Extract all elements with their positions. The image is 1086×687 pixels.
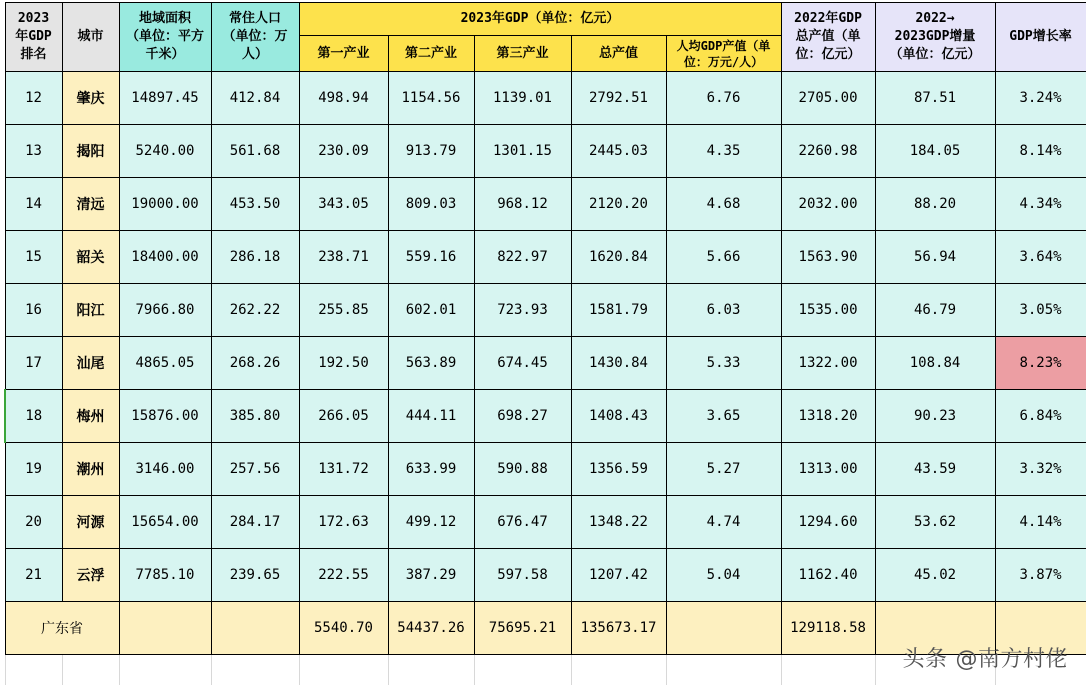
cell-primary[interactable]: 343.05 <box>299 178 388 231</box>
cell-increase[interactable]: 46.79 <box>875 284 995 337</box>
cell-total[interactable]: 2792.51 <box>571 72 666 125</box>
cell-per-capita[interactable]: 4.74 <box>666 496 781 549</box>
cell-tertiary[interactable]: 590.88 <box>474 443 571 496</box>
cell-tertiary[interactable]: 597.58 <box>474 549 571 602</box>
cell-population[interactable]: 286.18 <box>211 231 299 284</box>
cell-secondary[interactable]: 559.16 <box>388 231 474 284</box>
cell-area[interactable]: 18400.00 <box>119 231 211 284</box>
cell-per-capita[interactable]: 5.04 <box>666 549 781 602</box>
cell-gdp2022[interactable]: 1318.20 <box>781 390 875 443</box>
cell-tertiary[interactable]: 968.12 <box>474 178 571 231</box>
cell-city[interactable]: 肇庆 <box>62 72 119 125</box>
cell-total[interactable]: 1348.22 <box>571 496 666 549</box>
cell-primary[interactable]: 498.94 <box>299 72 388 125</box>
cell-city[interactable]: 梅州 <box>62 390 119 443</box>
cell-gdp2022[interactable]: 1313.00 <box>781 443 875 496</box>
header-area[interactable]: 地域面积 （单位：平方 千米） <box>119 3 211 72</box>
cell-city[interactable]: 潮州 <box>62 443 119 496</box>
table-row <box>5 337 1086 390</box>
header-increase[interactable]: 2022→ 2023GDP增量 （单位：亿元） <box>875 3 995 72</box>
cell-tertiary[interactable]: 1139.01 <box>474 72 571 125</box>
cell-rank[interactable]: 13 <box>5 125 62 178</box>
cell-area[interactable]: 14897.45 <box>119 72 211 125</box>
watermark <box>902 642 1068 673</box>
header-primary[interactable]: 第一产业 <box>299 36 388 72</box>
table-row <box>5 231 1086 284</box>
cell-total[interactable]: 2445.03 <box>571 125 666 178</box>
cell-secondary[interactable]: 602.01 <box>388 284 474 337</box>
cell-rank[interactable]: 16 <box>5 284 62 337</box>
header-gdp2022[interactable]: 2022年GDP 总产值（单 位：亿元） <box>781 3 875 72</box>
cell-secondary[interactable]: 1154.56 <box>388 72 474 125</box>
cell-secondary[interactable]: 633.99 <box>388 443 474 496</box>
cell-growth[interactable]: 4.34% <box>995 178 1086 231</box>
header-population[interactable]: 常住人口 （单位：万 人） <box>211 3 299 72</box>
cell-secondary[interactable]: 913.79 <box>388 125 474 178</box>
watermark-source: 头条 <box>902 647 948 672</box>
cell-growth[interactable]: 3.87% <box>995 549 1086 602</box>
cell-city[interactable]: 韶关 <box>62 231 119 284</box>
cell-growth[interactable]: 8.14% <box>995 125 1086 178</box>
cell-primary[interactable]: 230.09 <box>299 125 388 178</box>
cell-growth[interactable]: 3.32% <box>995 443 1086 496</box>
cell-rank[interactable]: 12 <box>5 72 62 125</box>
cell-primary[interactable]: 131.72 <box>299 443 388 496</box>
header-rank[interactable]: 2023 年GDP 排名 <box>5 3 62 72</box>
cell-total[interactable]: 1620.84 <box>571 231 666 284</box>
cell-gdp2022[interactable]: 1563.90 <box>781 231 875 284</box>
cell-growth[interactable]: 3.64% <box>995 231 1086 284</box>
watermark-author: @南方村佬 <box>955 647 1068 672</box>
cell-per-capita[interactable]: 6.76 <box>666 72 781 125</box>
cell-tertiary[interactable]: 723.93 <box>474 284 571 337</box>
header-gdp2023-group[interactable]: 2023年GDP（单位：亿元） <box>299 3 781 36</box>
cell-rank[interactable]: 18 <box>5 390 62 443</box>
header-secondary[interactable]: 第二产业 <box>388 36 474 72</box>
cell-per-capita[interactable]: 5.66 <box>666 231 781 284</box>
cell-area[interactable]: 7785.10 <box>119 549 211 602</box>
cell-city[interactable]: 清远 <box>62 178 119 231</box>
total-tertiary[interactable]: 75695.21 <box>474 602 571 655</box>
header-tertiary[interactable]: 第三产业 <box>474 36 571 72</box>
total-per-capita-cell[interactable] <box>666 602 781 655</box>
cell-city[interactable]: 揭阳 <box>62 125 119 178</box>
cell-tertiary[interactable]: 698.27 <box>474 390 571 443</box>
cell-primary[interactable]: 172.63 <box>299 496 388 549</box>
table-row <box>5 390 1086 443</box>
cell-area[interactable]: 15876.00 <box>119 390 211 443</box>
cell-population[interactable]: 385.80 <box>211 390 299 443</box>
cell-total[interactable]: 1430.84 <box>571 337 666 390</box>
cell-population[interactable]: 239.65 <box>211 549 299 602</box>
header-city[interactable]: 城市 <box>62 3 119 72</box>
cell-tertiary[interactable]: 674.45 <box>474 337 571 390</box>
cell-primary[interactable]: 238.71 <box>299 231 388 284</box>
cell-gdp2022[interactable]: 1162.40 <box>781 549 875 602</box>
header-total[interactable]: 总产值 <box>571 36 666 72</box>
table-row <box>5 284 1086 337</box>
cell-population[interactable]: 262.22 <box>211 284 299 337</box>
header-growth[interactable]: GDP增长率 <box>995 3 1086 72</box>
cell-gdp2022[interactable]: 1294.60 <box>781 496 875 549</box>
cell-growth[interactable]: 3.24% <box>995 72 1086 125</box>
table-row <box>5 443 1086 496</box>
cell-rank[interactable]: 17 <box>5 337 62 390</box>
cell-area[interactable]: 4865.05 <box>119 337 211 390</box>
cell-total[interactable]: 1356.59 <box>571 443 666 496</box>
cell-city[interactable]: 云浮 <box>62 549 119 602</box>
cell-gdp2022[interactable]: 2705.00 <box>781 72 875 125</box>
table-row <box>5 496 1086 549</box>
cell-population[interactable]: 561.68 <box>211 125 299 178</box>
cell-secondary[interactable]: 499.12 <box>388 496 474 549</box>
cell-tertiary[interactable]: 822.97 <box>474 231 571 284</box>
cell-per-capita[interactable]: 4.68 <box>666 178 781 231</box>
cell-increase[interactable]: 90.23 <box>875 390 995 443</box>
cell-rank[interactable]: 19 <box>5 443 62 496</box>
cell-gdp2022[interactable]: 2260.98 <box>781 125 875 178</box>
cell-population[interactable]: 284.17 <box>211 496 299 549</box>
cell-area[interactable]: 19000.00 <box>119 178 211 231</box>
table-row <box>5 178 1086 231</box>
total-population-cell[interactable] <box>211 602 299 655</box>
cell-area[interactable]: 5240.00 <box>119 125 211 178</box>
cell-increase[interactable]: 45.02 <box>875 549 995 602</box>
cell-total[interactable]: 1408.43 <box>571 390 666 443</box>
cell-total[interactable]: 1581.79 <box>571 284 666 337</box>
cell-increase[interactable]: 88.20 <box>875 178 995 231</box>
cell-rank[interactable]: 15 <box>5 231 62 284</box>
cell-tertiary[interactable]: 676.47 <box>474 496 571 549</box>
cell-increase[interactable]: 87.51 <box>875 72 995 125</box>
cell-gdp2022[interactable]: 1535.00 <box>781 284 875 337</box>
cell-population[interactable]: 268.26 <box>211 337 299 390</box>
table-row <box>5 125 1086 178</box>
cell-per-capita[interactable]: 4.35 <box>666 125 781 178</box>
cell-tertiary[interactable]: 1301.15 <box>474 125 571 178</box>
cell-increase[interactable]: 108.84 <box>875 337 995 390</box>
cell-total[interactable]: 2120.20 <box>571 178 666 231</box>
cell-secondary[interactable]: 563.89 <box>388 337 474 390</box>
cell-gdp2022[interactable]: 1322.00 <box>781 337 875 390</box>
cell-growth[interactable]: 6.84% <box>995 390 1086 443</box>
cell-per-capita[interactable]: 6.03 <box>666 284 781 337</box>
total-total[interactable]: 135673.17 <box>571 602 666 655</box>
cell-primary[interactable]: 255.85 <box>299 284 388 337</box>
cell-primary[interactable]: 192.50 <box>299 337 388 390</box>
cell-secondary[interactable]: 444.11 <box>388 390 474 443</box>
cell-area[interactable]: 3146.00 <box>119 443 211 496</box>
header-per-capita[interactable]: 人均GDP产值（单 位：万元/人） <box>666 36 781 72</box>
cell-rank[interactable]: 21 <box>5 549 62 602</box>
cell-secondary[interactable]: 387.29 <box>388 549 474 602</box>
cell-area[interactable]: 7966.80 <box>119 284 211 337</box>
cell-city[interactable]: 汕尾 <box>62 337 119 390</box>
table-row <box>5 549 1086 602</box>
cell-increase[interactable]: 43.59 <box>875 443 995 496</box>
cell-rank[interactable]: 20 <box>5 496 62 549</box>
cell-population[interactable]: 412.84 <box>211 72 299 125</box>
cell-growth[interactable]: 4.14% <box>995 496 1086 549</box>
cell-increase[interactable]: 184.05 <box>875 125 995 178</box>
cell-population[interactable]: 453.50 <box>211 178 299 231</box>
cell-secondary[interactable]: 809.03 <box>388 178 474 231</box>
total-gdp2022[interactable]: 129118.58 <box>781 602 875 655</box>
cell-primary[interactable]: 222.55 <box>299 549 388 602</box>
cell-per-capita[interactable]: 5.27 <box>666 443 781 496</box>
cell-per-capita[interactable]: 3.65 <box>666 390 781 443</box>
cell-area[interactable]: 15654.00 <box>119 496 211 549</box>
cell-rank[interactable]: 14 <box>5 178 62 231</box>
cell-population[interactable]: 257.56 <box>211 443 299 496</box>
cell-primary[interactable]: 266.05 <box>299 390 388 443</box>
total-area-cell[interactable] <box>119 602 211 655</box>
cell-per-capita[interactable]: 5.33 <box>666 337 781 390</box>
cell-increase[interactable]: 56.94 <box>875 231 995 284</box>
cell-city[interactable]: 河源 <box>62 496 119 549</box>
cell-increase[interactable]: 53.62 <box>875 496 995 549</box>
total-primary[interactable]: 5540.70 <box>299 602 388 655</box>
table-row <box>5 72 1086 125</box>
cell-total[interactable]: 1207.42 <box>571 549 666 602</box>
cell-city[interactable]: 阳江 <box>62 284 119 337</box>
cell-growth[interactable]: 3.05% <box>995 284 1086 337</box>
cell-gdp2022[interactable]: 2032.00 <box>781 178 875 231</box>
total-secondary[interactable]: 54437.26 <box>388 602 474 655</box>
total-label[interactable]: 广东省 <box>5 602 119 655</box>
cell-growth[interactable]: 8.23% <box>995 337 1086 390</box>
gdp-table <box>4 2 1086 685</box>
